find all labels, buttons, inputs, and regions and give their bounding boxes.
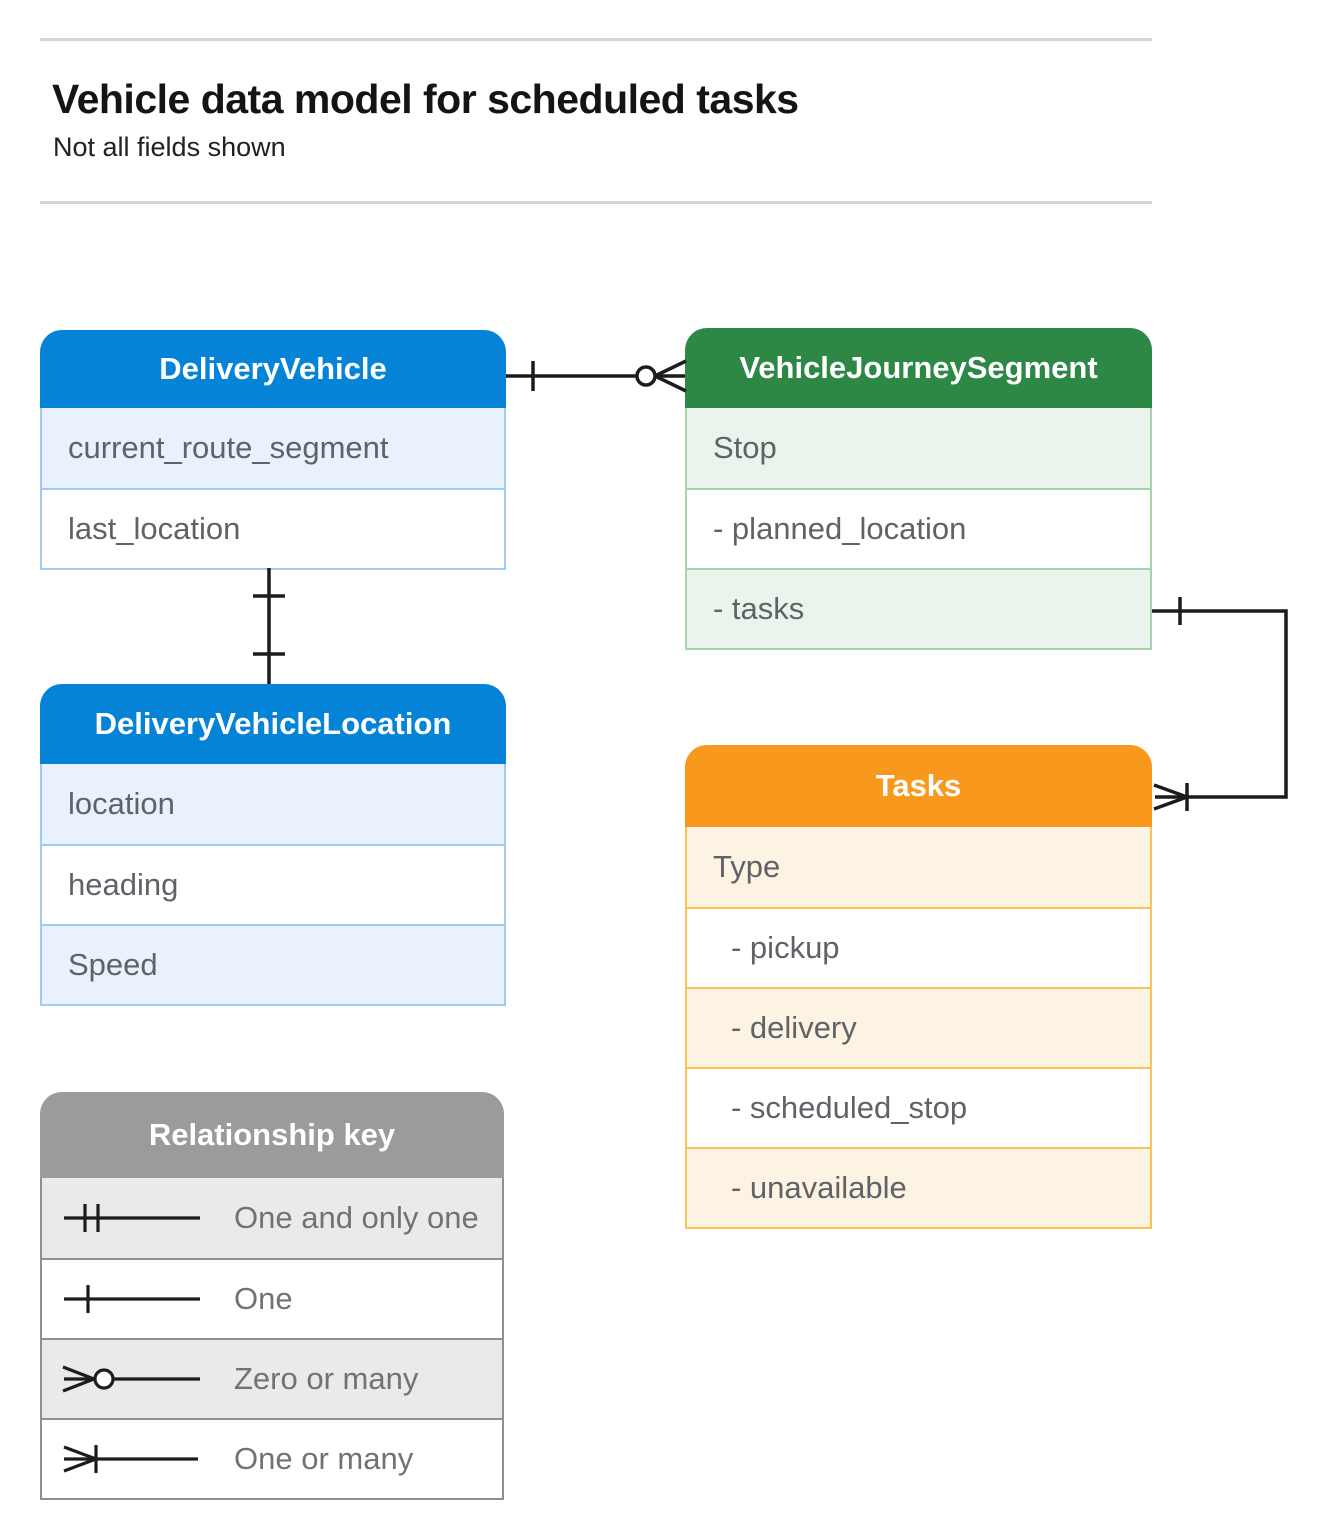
legend-label: Zero or many xyxy=(234,1361,419,1396)
field-speed: Speed xyxy=(42,924,504,1004)
field-current-route-segment: current_route_segment xyxy=(42,408,504,488)
field-scheduled-stop: - scheduled_stop xyxy=(687,1067,1150,1147)
field-heading: heading xyxy=(42,844,504,924)
connector-tasksfield-to-tasks xyxy=(1152,597,1286,811)
zero-or-many-icon xyxy=(58,1357,208,1401)
entity-delivery-vehicle-title: DeliveryVehicle xyxy=(40,330,506,408)
entity-delivery-vehicle-location xyxy=(40,684,506,1006)
legend-item-zero-or-many xyxy=(42,1338,502,1418)
legend-label: One xyxy=(234,1281,293,1316)
field-pickup: - pickup xyxy=(687,907,1150,987)
field-location: location xyxy=(42,764,504,844)
divider-bottom xyxy=(40,201,1152,204)
field-last-location: last_location xyxy=(42,488,504,568)
field-delivery: - delivery xyxy=(687,987,1150,1067)
relationship-key-body xyxy=(40,1178,504,1500)
entity-delivery-vehicle-location-body xyxy=(40,764,506,1006)
legend-item-one xyxy=(42,1258,502,1338)
relationship-key xyxy=(40,1092,504,1500)
field-stop: Stop xyxy=(687,408,1150,488)
entity-tasks xyxy=(685,745,1152,1229)
legend-item-one-or-many xyxy=(42,1418,502,1498)
entity-vehicle-journey-segment-body xyxy=(685,408,1152,650)
connector-deliveryvehicle-to-deliveryvehiclelocation xyxy=(253,568,285,684)
entity-vehicle-journey-segment-title: VehicleJourneySegment xyxy=(685,328,1152,408)
field-type: Type xyxy=(687,827,1150,907)
entity-delivery-vehicle xyxy=(40,330,506,570)
connector-deliveryvehicle-to-vehiclejourneysegment xyxy=(506,361,686,391)
entity-delivery-vehicle-body xyxy=(40,408,506,570)
entity-tasks-body xyxy=(685,827,1152,1229)
page-title: Vehicle data model for scheduled tasks xyxy=(52,76,799,122)
field-tasks: - tasks xyxy=(687,568,1150,648)
page-subtitle: Not all fields shown xyxy=(53,132,286,162)
entity-tasks-title: Tasks xyxy=(685,745,1152,827)
legend-label: One and only one xyxy=(234,1200,479,1235)
entity-vehicle-journey-segment xyxy=(685,328,1152,650)
one-and-only-one-icon xyxy=(58,1196,208,1240)
field-planned-location: - planned_location xyxy=(687,488,1150,568)
legend-label: One or many xyxy=(234,1441,414,1476)
field-unavailable: - unavailable xyxy=(687,1147,1150,1227)
entity-delivery-vehicle-location-title: DeliveryVehicleLocation xyxy=(40,684,506,764)
divider-top xyxy=(40,38,1152,41)
one-icon xyxy=(58,1277,208,1321)
relationship-key-title: Relationship key xyxy=(40,1092,504,1178)
one-or-many-icon xyxy=(58,1437,208,1481)
legend-item-one-and-only-one xyxy=(42,1178,502,1258)
